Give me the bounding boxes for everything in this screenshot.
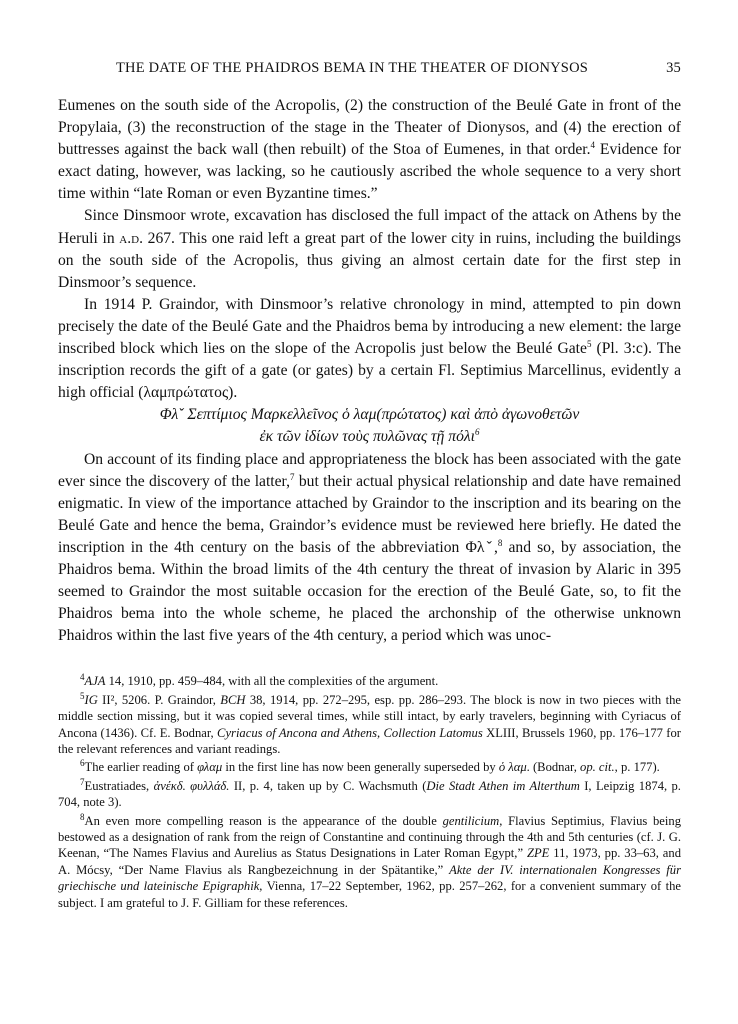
paragraph-1: Eumenes on the south side of the Acropolis, (2) the construction of the Beulé Gate in front of the Propylaia, (3) the reconstruction of the stage in the Theater of Dionysos, and (4) the erection of buttresses against the back wall (then rebuilt) of the Stoa of Eumenes, in that order.$^4$ Evidence for exact dating, however, was lacking, so he cautiously ascribed the whole sequence to a very short time within “late Roman or even Byzantine times.” (58, 97, 682, 203)
inscription-line-2: ἐκ τῶν ἰδίων τοὺς πυλῶνας τῇ πόλι$^6$ (259, 427, 480, 446)
greek-inscription (58, 404, 681, 448)
footnote-4: $^4$AJA 14, 1910, pp. 459–484, with all the complexities of the argument. (80, 672, 439, 689)
footnote-ref-6[interactable]: 6 (474, 427, 480, 438)
footnote-5: $^5$IG II², 5206. P. Graindor, BCH 38, 1914, pp. 272–295, esp. pp. 286–293. The block is now in two pieces with the middle section missing, but it was copied several times, while still intact, by early travelers, beginning with Cyriacus of Ancona (1436). Cf. E. Bodnar, Cyriacus of Ancona and Athens, Collection Latomus XLIII, Brussels 1960, pp. 176–177 for the relevant references and variant readings. (58, 690, 681, 756)
paragraph-4: On account of its finding place and appropriateness the block has been associated with the gate ever since the discovery of the latter,$^7$ but their actual physical relationship and date have remained enigmatic. In view of the importance attached by Graindor to the inscription and its bearing on the Beulé Gate and hence the bema, Graindor’s evidence must be reviewed here briefly. He dated the inscription in the 4th century on the basis of the abbreviation Φλˇ,$^8$ and so, by association, the Phaidros bema. Within the broad limits of the 4th century the threat of invasion by Alaric in 395 seemed to Graindor the most suitable occasion for the erection of the Beulé Gate, so, to fit the Phaidros bema into the whole scheme, he placed the archonship of the otherwise unknown Phaidros within the last five years of the 4th century, a period which was unoc- (58, 450, 682, 645)
footnote-6: $^6$The earlier reading of φλαμ in the first line has now been generally superseded by ὁ λαμ. (Bodnar, op. cit., p. 177). (80, 758, 660, 775)
footnote-ref-5[interactable]: 5 (586, 338, 592, 349)
running-title: THE DATE OF THE PHAIDROS BEMA IN THE THEATER OF DIONYSOS (116, 60, 588, 76)
inscription-line-1: Φλˇ Σεπτίμιος Μαρκελλεῖνος ὁ λαμ(πρώτατος) καὶ ἀπὸ ἀγωνοθετῶν (159, 406, 580, 424)
paragraph-3: In 1914 P. Graindor, with Dinsmoor’s relative chronology in mind, attempted to pin down precisely the date of the Beulé Gate and the Phaidros bema by introducing a new element: the large inscribed block which lies on the slope of the Acropolis just below the Beulé Gate$^5$ (Pl. 3:c). The inscription records the gift of a gate (or gates) by a certain Fl. Septimius Marcellinus, evidently a high official (λαμπρώτατος). (58, 295, 681, 402)
body-text (58, 95, 681, 647)
running-header (58, 60, 681, 77)
page-number: 35 (666, 60, 681, 76)
page (58, 60, 681, 913)
paragraph-2: Since Dinsmoor wrote, excavation has disclosed the full impact of the attack on Athens by the Heruli in a.d. 267. This one raid left a great part of the lower city in ruins, including the buildings on the south side of the Acropolis, thus giving an almost certain date for the first step in Dinsmoor’s sequence. (58, 207, 681, 291)
footnote-ref-7[interactable]: 7 (290, 471, 295, 482)
footnote-ref-8[interactable]: 8 (497, 537, 503, 548)
footnotes (58, 673, 681, 911)
footnote-8: $^8$An even more compelling reason is the appearance of the double gentilicium, Flavius Septimius, Flavius being bestowed as a designation of rank from the reign of Constantine and continuing through the 4th and 5th centuries (cf. J. G. Keenan, “The Names Flavius and Aurelius as Status Designations in Later Roman Egypt,” ZPE 11, 1973, pp. 33–63, and A. Mócsy, “Der Name Flavius als Rangbezeichnung in der Spätantike,” Akte der IV. internationalen Kongresses für griechische und lateinische Epigraphik, Vienna, 17–22 September, 1962, pp. 257–262, for a convenient summary of the subject. I am grateful to J. F. Gilliam for these references. (58, 811, 681, 910)
footnote-ref-4[interactable]: 4 (590, 140, 596, 150)
footnote-7: $^7$Eustratiades, ἀνέκδ. φυλλάδ. II, p. 4, taken up by C. Wachsmuth (Die Stadt Athen im Alterthum I, Leipzig 1874, p. 704, note 3). (58, 776, 681, 810)
